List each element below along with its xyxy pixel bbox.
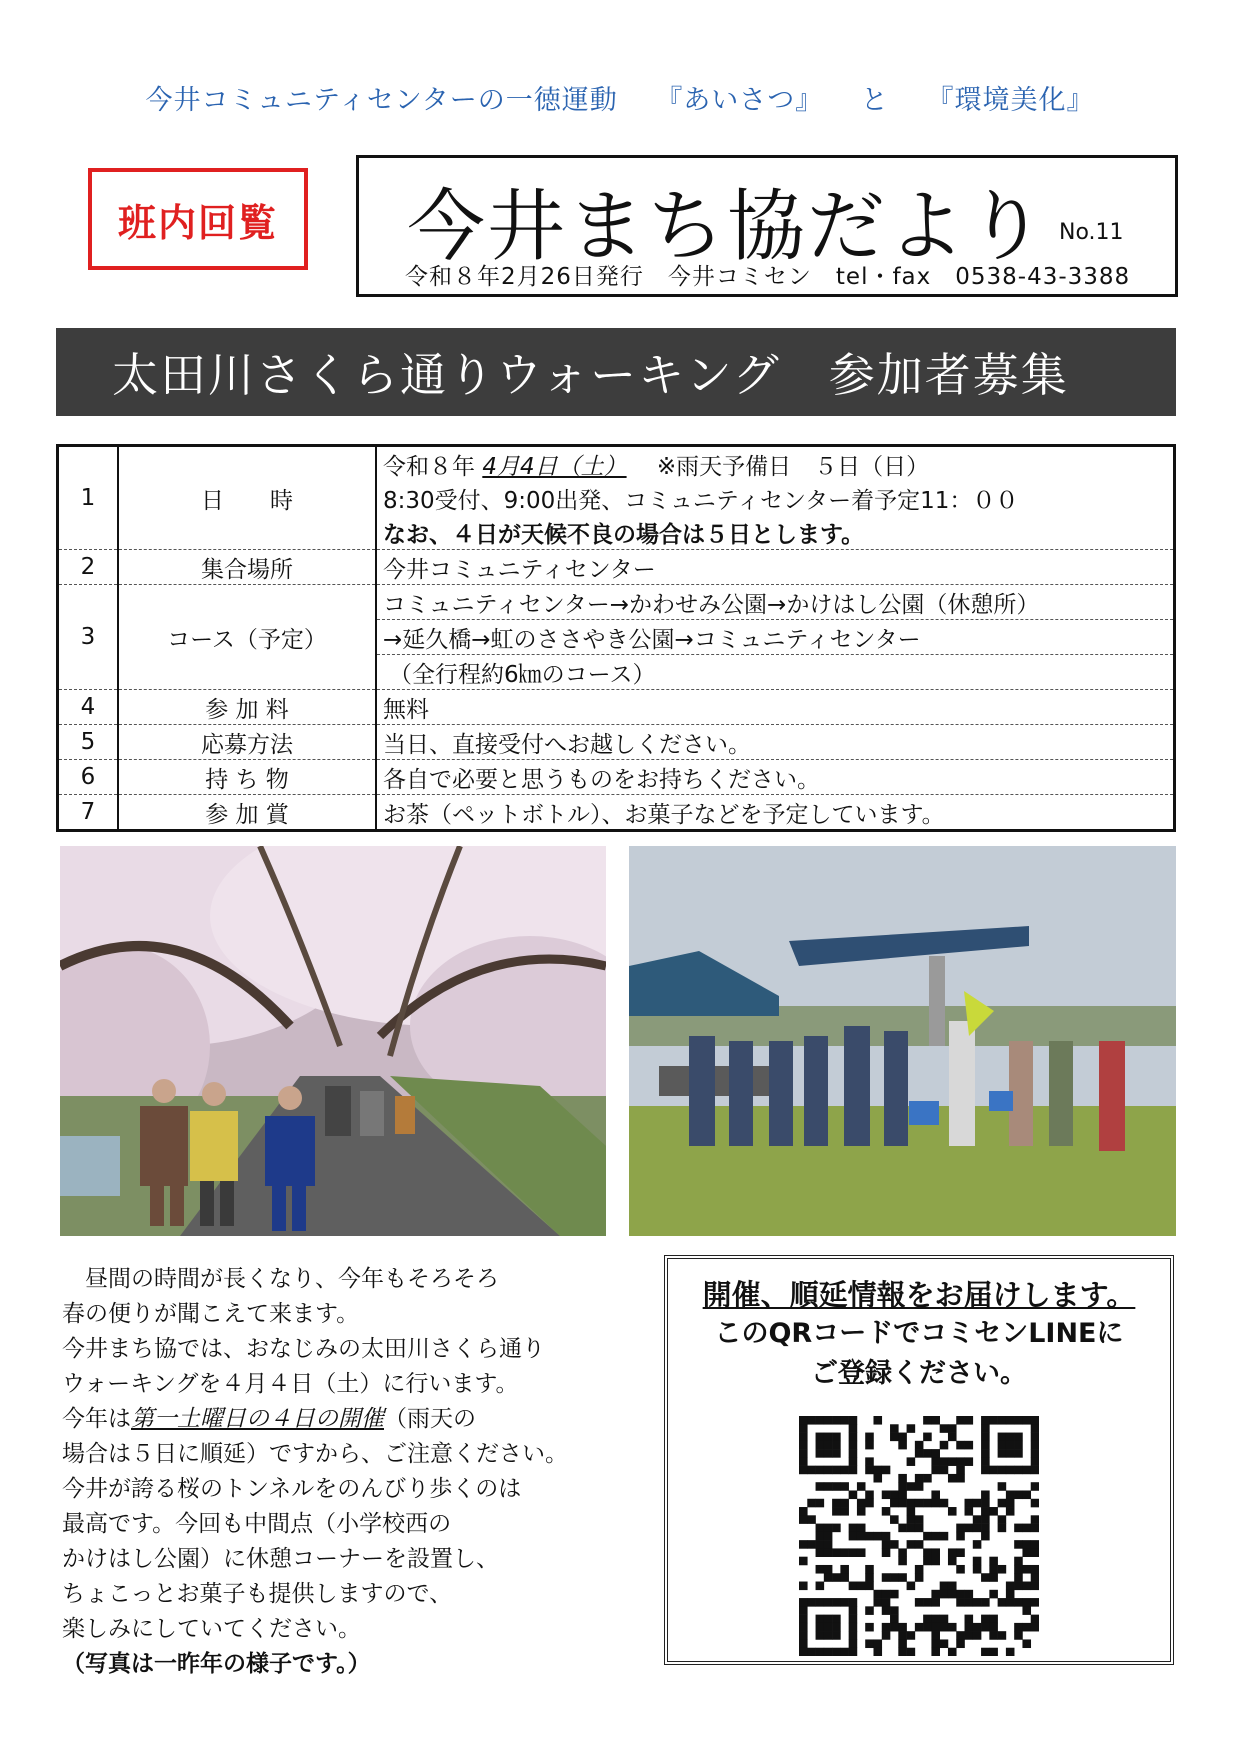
rest-area-image (629, 846, 1176, 1236)
row-value: コミュニティセンター→かわせみ公園→かけはし公園（休憩所） (376, 585, 1175, 620)
row-item: コース（予定） (118, 585, 376, 690)
event-date: 4月4日（土） (482, 453, 627, 480)
article-line: ウォーキングを４月４日（土）に行います。 (62, 1371, 519, 1397)
issue-number: No.11 (1059, 220, 1124, 245)
row-item: 応募方法 (118, 725, 376, 760)
row-number: 5 (58, 725, 119, 760)
row-value: （全行程約6㎞のコース） (376, 655, 1175, 690)
row-number: 3 (58, 585, 119, 690)
row-number: 2 (58, 550, 119, 585)
article-line (62, 1402, 622, 1437)
article-line: 昼間の時間が長くなり、今年もそろそろ (62, 1266, 499, 1292)
motto-line (0, 78, 1240, 117)
row-item: 持 ち 物 (118, 760, 376, 795)
table-row (58, 585, 1175, 620)
table-row (58, 795, 1175, 831)
article-line: ちょこっとお菓子も提供しますので、 (62, 1581, 453, 1607)
row-value: 無料 (376, 690, 1175, 725)
row-item: 参 加 賞 (118, 795, 376, 831)
rain-date: ※雨天予備日 ５日（日） (633, 453, 930, 480)
table-row (58, 690, 1175, 725)
date-prefix: 令和８年 (383, 453, 475, 480)
article-line: 楽しみにしていてください。 (62, 1616, 361, 1642)
row-number: 6 (58, 760, 119, 795)
cherry-blossom-walk-image (60, 846, 606, 1236)
article-line: 場合は５日に順延）ですから、ご注意ください。 (62, 1441, 568, 1467)
event-banner-text: 太田川さくら通りウォーキング 参加者募集 (112, 348, 1069, 402)
qr-instruction-1: このQRコードでコミセンLINEに (714, 1318, 1124, 1349)
row-item: 参 加 料 (118, 690, 376, 725)
motto-and: と (860, 85, 889, 116)
qr-heading: 開催、順延情報をお届けします。 (702, 1278, 1136, 1312)
row-value: 今井コミュニティセンター (376, 550, 1175, 585)
article-text: 今年は (62, 1406, 131, 1432)
qr-code-icon[interactable] (799, 1416, 1039, 1656)
article-line: かけはし公園）に休憩コーナーを設置し、 (62, 1546, 499, 1572)
photo-caption: （写真は一昨年の様子です。） (62, 1651, 371, 1677)
table-row (58, 446, 1175, 482)
row-number: 1 (58, 446, 119, 550)
table-row (58, 725, 1175, 760)
article-line: 今井まち協では、おなじみの太田川さくら通り (62, 1336, 545, 1362)
article-line: 今井が誇る桜のトンネルをのんびり歩くのは (62, 1476, 522, 1502)
motto-greeting: 『あいさつ』 (655, 85, 824, 116)
row-number: 4 (58, 690, 119, 725)
newsletter-title: 今井まち協だより (407, 182, 1048, 272)
row-value: →延久橋→虹のささやき公園→コミュニティセンター (376, 620, 1175, 655)
newsletter-masthead (356, 155, 1178, 297)
row-value: 当日、直接受付へお越しください。 (376, 725, 1175, 760)
event-details-table (56, 444, 1176, 832)
motto-environment: 『環境美化』 (926, 85, 1095, 116)
row-item: 日 時 (118, 446, 376, 550)
row-value: 8:30受付、9:00出発、コミュニティセンター着予定11：００ (376, 481, 1175, 515)
row-number: 7 (58, 795, 119, 831)
article-line: 最高です。今回も中間点（小学校西の (62, 1511, 452, 1537)
table-row (58, 550, 1175, 585)
cherry-blossom-walk-photo (60, 846, 606, 1236)
table-row (58, 760, 1175, 795)
row-value: お茶（ペットボトル）、お菓子などを予定しています。 (376, 795, 1175, 831)
row-value: なお、４日が天候不良の場合は５日とします。 (376, 515, 1175, 550)
event-banner (56, 328, 1176, 416)
row-item: 集合場所 (118, 550, 376, 585)
circulation-label: 班内回覧 (117, 200, 278, 245)
line-registration-box (664, 1255, 1174, 1665)
row-value (376, 446, 1175, 482)
circulation-stamp (88, 168, 308, 270)
article-body (62, 1262, 622, 1682)
qr-instruction-2: ご登録ください。 (811, 1358, 1027, 1389)
publication-info: 令和８年2月26日発行 今井コミセン tel・fax 0538-43-3388 (405, 264, 1131, 290)
rest-area-photo (629, 846, 1176, 1236)
article-text: （雨天の (384, 1406, 476, 1432)
row-value: 各自で必要と思うものをお持ちください。 (376, 760, 1175, 795)
article-emphasis: 第一土曜日の４日の開催 (131, 1406, 384, 1432)
article-line: 春の便りが聞こえて来ます。 (62, 1301, 360, 1327)
motto-lead: 今井コミュニティセンターの一徳運動 (145, 85, 618, 116)
